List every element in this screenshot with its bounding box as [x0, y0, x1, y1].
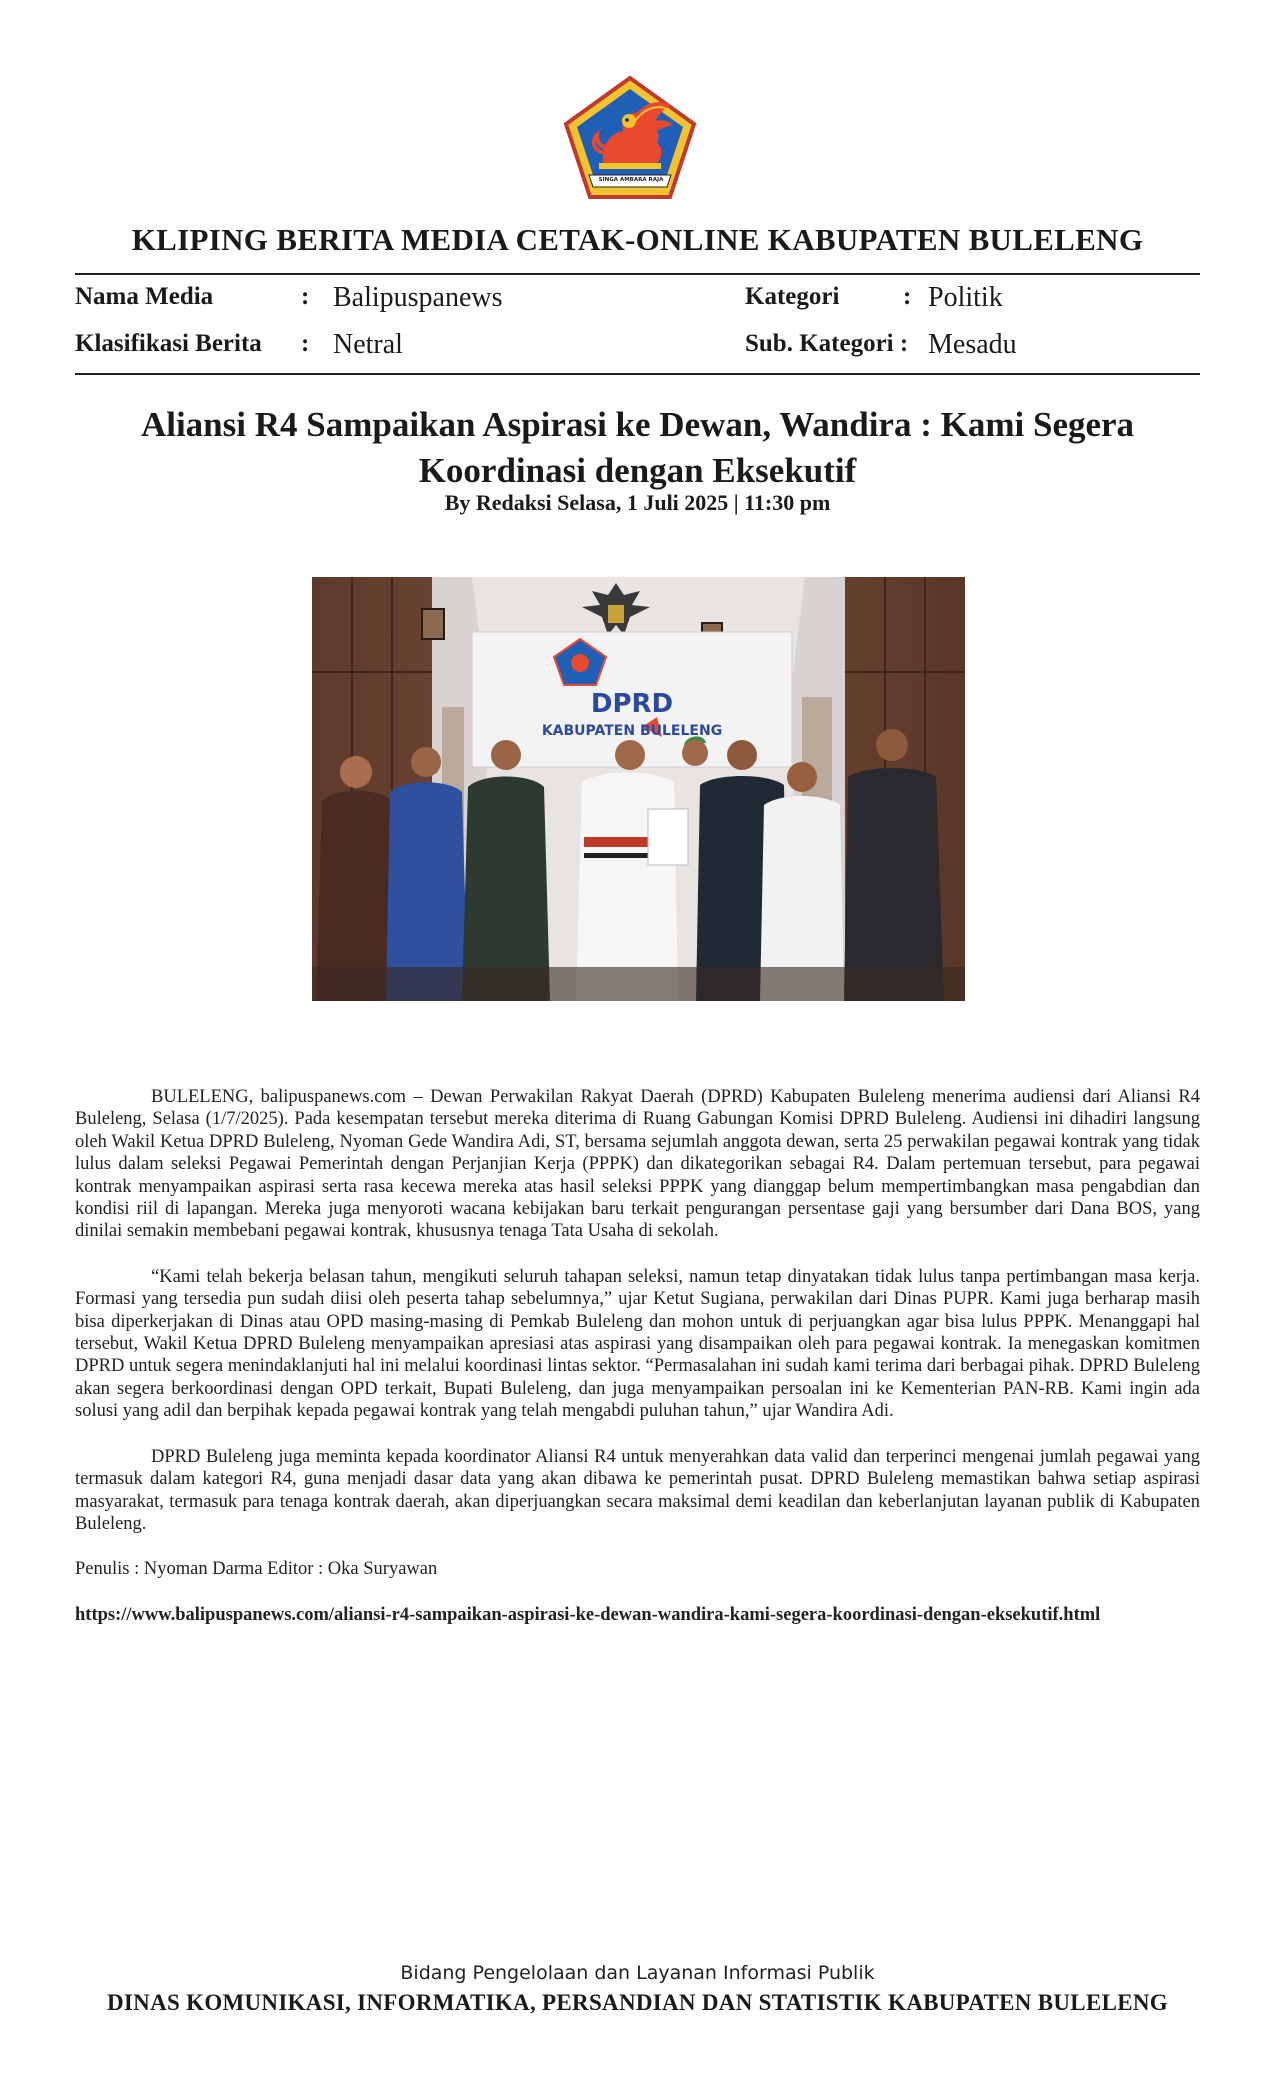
article-byline: By Redaksi Selasa, 1 Juli 2025 | 11:30 pm: [444, 490, 831, 515]
divider-top: [75, 273, 1200, 275]
article-headline: Aliansi R4 Sampaikan Aspirasi ke Dewan, Wandira : Kami Segera Koordinasi dengan Eksekutif: [140, 405, 1135, 490]
sub-kategori-label: Sub. Kategori :: [745, 330, 909, 357]
kategori-value: Politik: [928, 282, 1003, 313]
article-body: [75, 1086, 1200, 1649]
article-paragraph: DPRD Buleleng juga meminta kepada koordinator Aliansi R4 untuk menyerahkan data valid dan terperinci mengenai jumlah pegawai yang termasuk dalam kategori R4, guna menjadi dasar data yang akan dibawa ke pemerintah pusat. DPRD Buleleng memastikan bahwa setiap aspirasi masyarakat, termasuk para tenaga kontrak daerah, akan diperjuangkan secara maksimal demi keadilan dan keberlanjutan layanan publik di Kabupaten Buleleng.: [75, 1446, 1200, 1534]
photo-sign-kabupaten: KABUPATEN BULELENG: [541, 723, 723, 739]
klasifikasi-value: Netral: [333, 329, 403, 360]
article-credits: Penulis : Nyoman Darma Editor : Oka Suryawan: [75, 1559, 438, 1580]
photo-sign-dprd: DPRD: [590, 689, 674, 719]
footer-department: Bidang Pengelolaan dan Layanan Informasi Publik: [400, 1962, 875, 1984]
article-source-url[interactable]: https://www.balipuspanews.com/aliansi-r4-sampaikan-aspirasi-ke-dewan-wandira-kami-segera-koordinasi-dengan-eksekutif.html: [75, 1604, 1101, 1625]
logo-motto: SINGA AMBARA RAJA: [598, 177, 664, 183]
klasifikasi-colon: :: [301, 330, 310, 357]
sub-kategori-value: Mesadu: [928, 329, 1017, 360]
article-paragraph: “Kami telah bekerja belasan tahun, mengikuti seluruh tahapan seleksi, namun tetap dinyatakan tidak lulus tanpa pertimbangan masa kerja. Formasi yang tersedia pun sudah diisi oleh peserta tahap sebelumnya,” ujar Ketut Sugiana, perwakilan dari Dinas PUPR. Kami juga berharap masih bisa diperkerjakan di Dinas atau OPD masing-masing di Pemkab Buleleng dan mohon untuk di perjuangkan agar bisa lulus PPPK. Menanggapi hal tersebut, Wakil Ketua DPRD Buleleng menyampaikan apresiasi atas aspirasi yang disampaikan oleh para pegawai kontrak. Ia menegaskan komitmen DPRD untuk segera menindaklanjuti hal ini melalui koordinasi lintas sektor. “Permasalahan ini sudah kami terima dari berbagai pihak. DPRD Buleleng akan segera berkoordinasi dengan OPD terkait, Bupati Buleleng, dan juga menyampaikan persoalan ini ke Kementerian PAN-RB. Kami ingin ada solusi yang adil dan berpihak kepada pegawai kontrak yang telah mengabdi puluhan tahun,” ujar Wandira Adi.: [75, 1266, 1200, 1422]
klasifikasi-label: Klasifikasi Berita: [75, 330, 262, 357]
kategori-colon: :: [903, 283, 912, 310]
footer-agency: DINAS KOMUNIKASI, INFORMATIKA, PERSANDIAN DAN STATISTIK KABUPATEN BULELENG: [107, 1990, 1168, 2015]
nama-media-label: Nama Media: [75, 283, 214, 310]
kategori-label: Kategori: [745, 283, 840, 310]
nama-media-value: Balipuspanews: [333, 282, 503, 313]
divider-bottom: [75, 373, 1200, 375]
article-paragraph: BULELENG, balipuspanews.com – Dewan Perwakilan Rakyat Daerah (DPRD) Kabupaten Buleleng menerima audiensi dari Aliansi R4 Buleleng, Selasa (1/7/2025). Pada kesempatan tersebut mereka diterima di Ruang Gabungan Komisi DPRD Buleleng. Audiensi ini dihadiri langsung oleh Wakil Ketua DPRD Buleleng, Nyoman Gede Wandira Adi, ST, bersama sejumlah anggota dewan, serta 25 perwakilan pegawai kontrak yang tidak lulus dalam seleksi Pegawai Pemerintah dengan Perjanjian Kerja (PPPK) dan dikategorikan sebagai R4. Dalam pertemuan tersebut, para pegawai kontrak menyampaikan aspirasi serta rasa kecewa mereka atas hasil seleksi PPPK yang dianggap belum mempertimbangkan masa pengabdian dan kondisi riil di lapangan. Mereka juga menyoroti wacana kebijakan baru terkait pengurangan persentase gaji yang bersumber dari Dana BOS, yang dinilai semakin membebani pegawai kontrak, khususnya tenaga Tata Usaha di sekolah.: [75, 1087, 1200, 1242]
buleleng-emblem-logo: [563, 75, 697, 200]
nama-media-colon: :: [301, 283, 310, 310]
document-title: KLIPING BERITA MEDIA CETAK-ONLINE KABUPATEN BULELENG: [131, 222, 1144, 257]
article-photo: [312, 577, 965, 1001]
